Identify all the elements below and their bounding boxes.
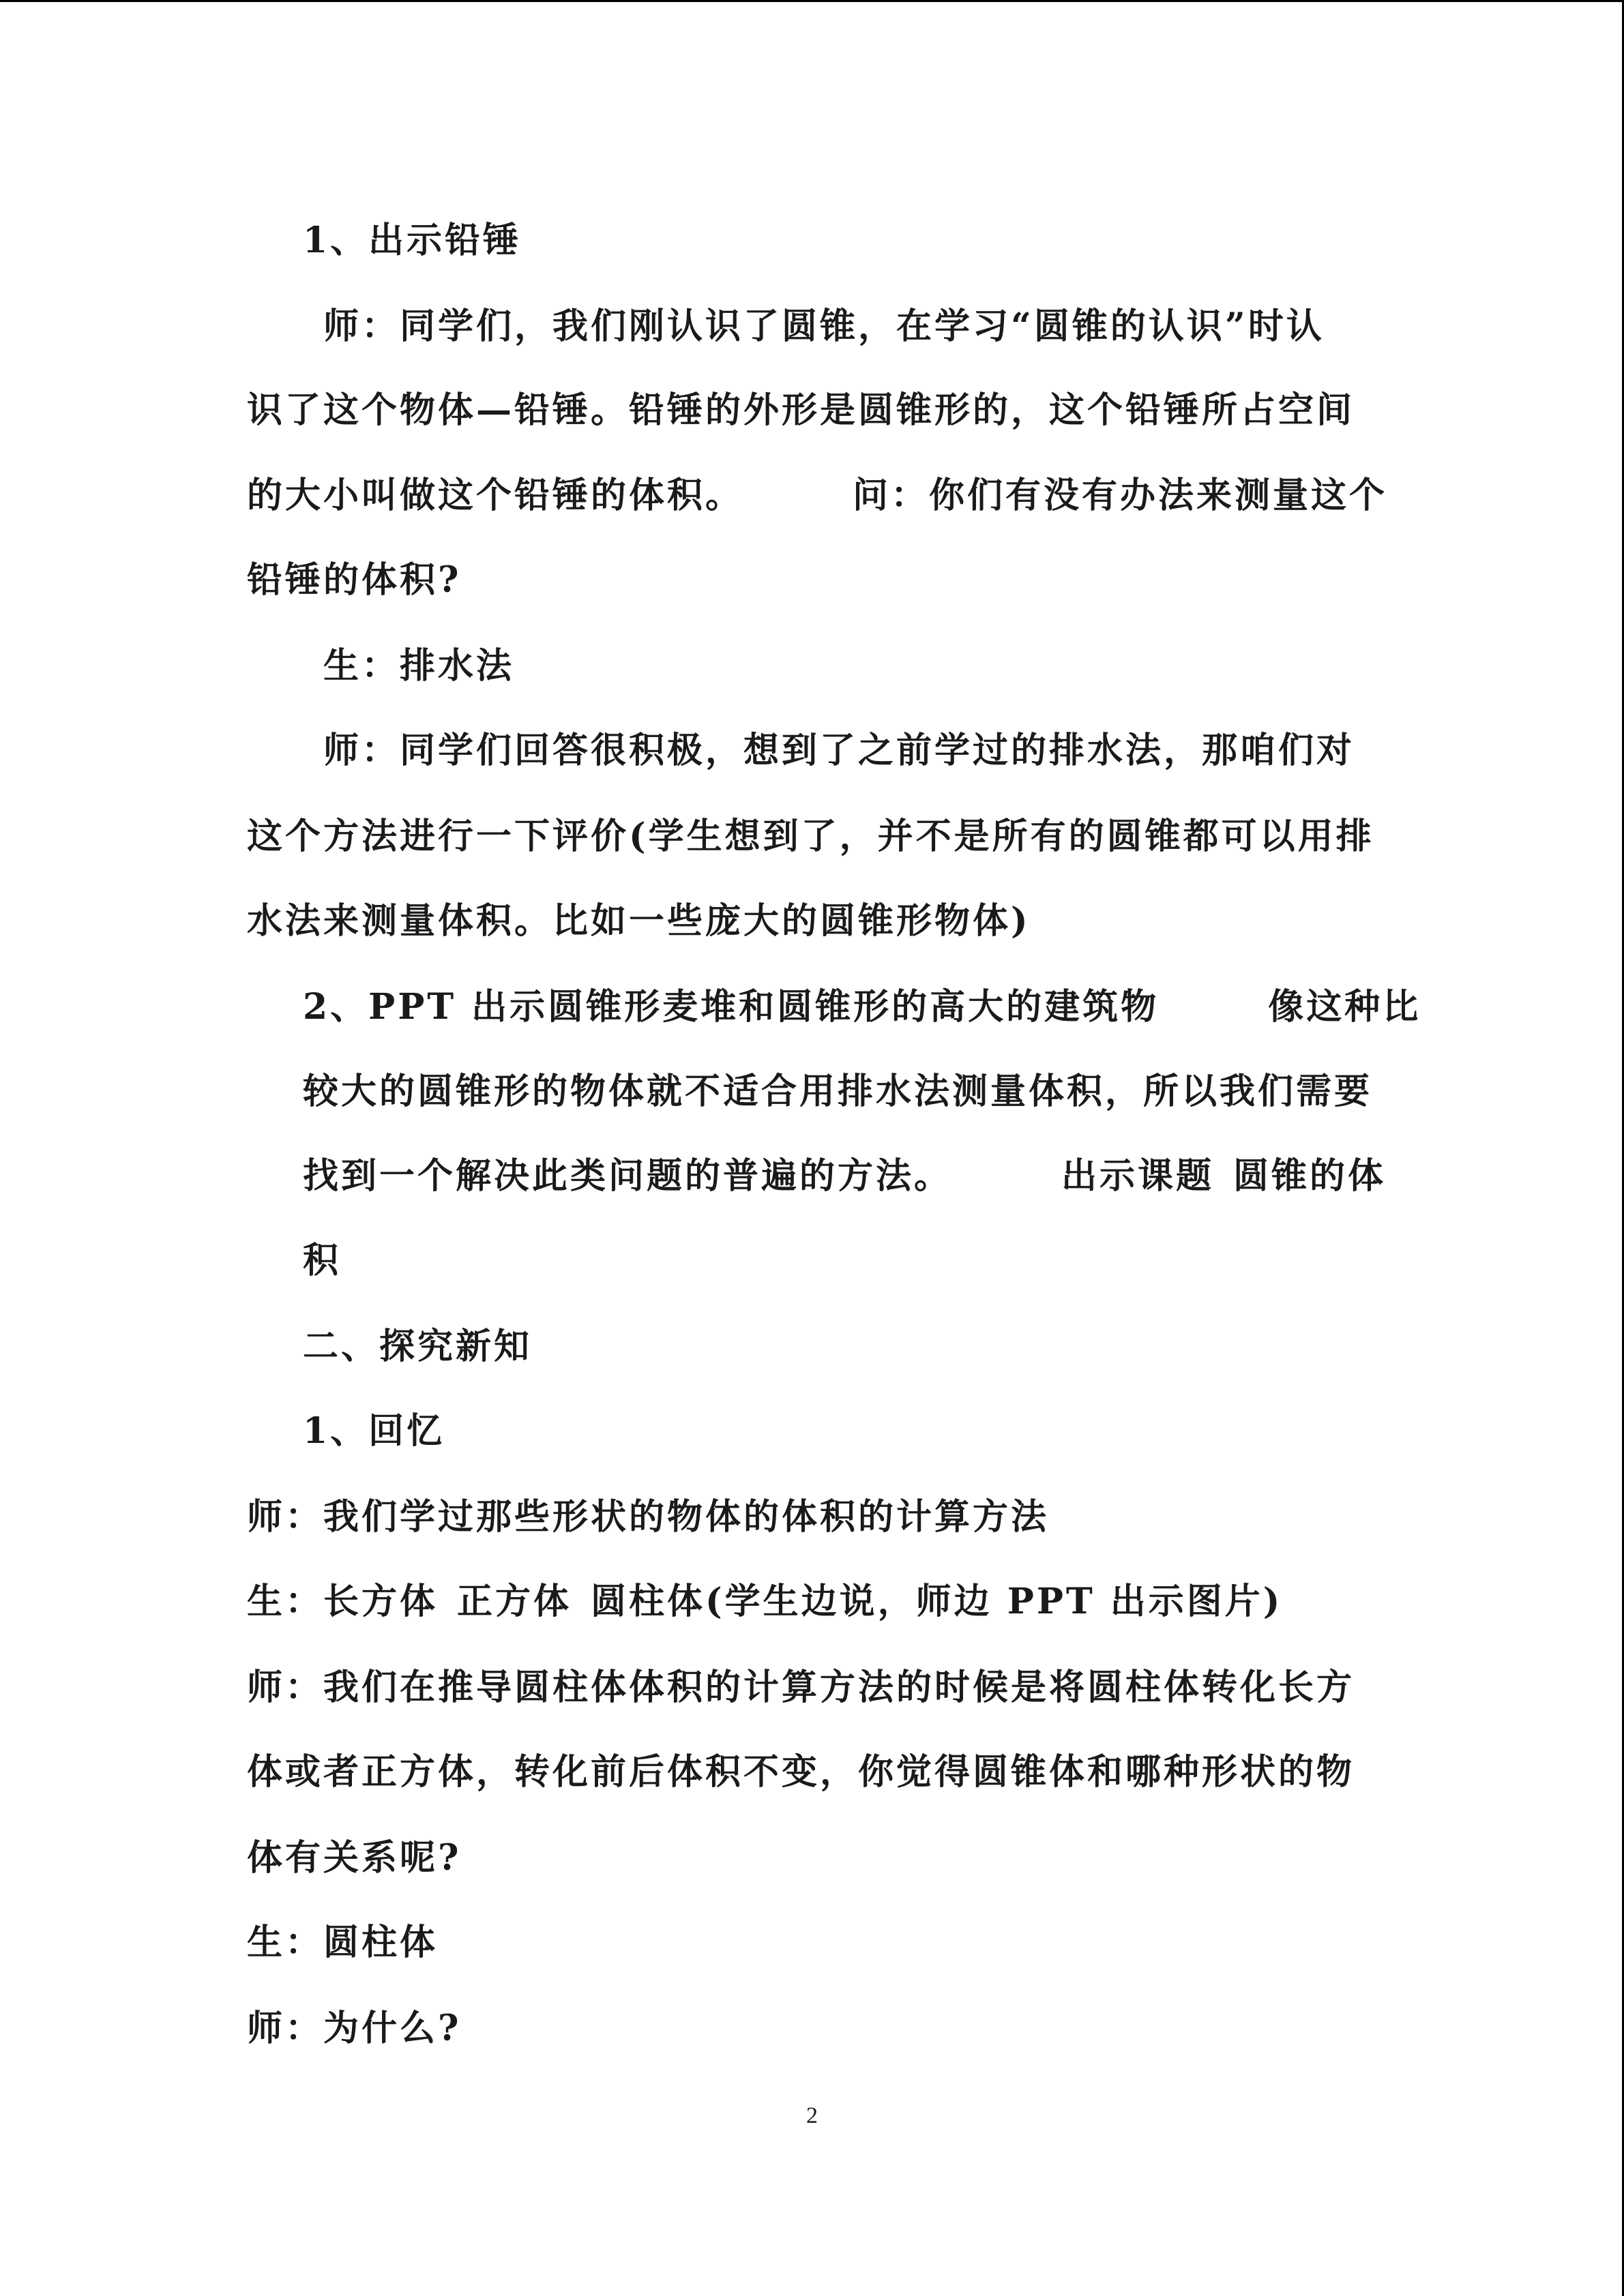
paragraph-line <box>247 1663 1355 1712</box>
text-line: 师：同学们回答很积极，想到了之前学过的排水法，那咱们对 <box>323 730 1355 771</box>
text-line: 生：圆柱体 <box>247 1922 439 1963</box>
paragraph-line <box>247 1918 438 1967</box>
paragraph-line <box>323 726 1355 775</box>
paragraph-line <box>247 1577 1282 1626</box>
text-line: 找到一个解决此类问题的普遍的方法。 <box>303 1155 953 1197</box>
page-number: 2 <box>806 2103 818 2128</box>
text-line: 问：你们有没有办法来测量这个 <box>853 475 1388 516</box>
paragraph-line <box>247 2004 461 2053</box>
paragraph-line <box>303 983 1421 1032</box>
text-line: 这个方法进行一下评价(学生想到了，并不是所有的圆锥都可以用排 <box>247 816 1374 857</box>
text-line: 出示课题 <box>1061 1155 1215 1197</box>
text-line: 生：排水法 <box>323 645 515 687</box>
text-line: 师：同学们，我们刚认识了圆锥，在学习“圆锥的认识”时认 <box>323 305 1325 347</box>
text-line: 水法来测量体积。比如一些庞大的圆锥形物体) <box>247 900 1031 942</box>
text-line: 正方体 <box>457 1581 572 1622</box>
paragraph-line <box>323 302 1325 351</box>
paragraph-line <box>323 642 514 691</box>
text-line: 像这种比 <box>1268 986 1421 1028</box>
text-line: 师：我们在推导圆柱体体积的计算方法的时候是将圆柱体转化长方 <box>247 1667 1355 1708</box>
text-line: 体有关系呢? <box>247 1837 462 1879</box>
text-line: 师：我们学过那些形状的物体的体积的计算方法 <box>247 1496 1050 1538</box>
paragraph-line <box>247 386 1355 435</box>
text-line: 1、出示铅锤 <box>303 220 522 261</box>
text-line: 圆柱体(学生边说，师边 PPT 出示图片) <box>591 1581 1283 1622</box>
paragraph-line <box>247 812 1374 861</box>
text-line: 圆锥的体 <box>1233 1155 1387 1197</box>
text-line: 1、回忆 <box>303 1410 445 1452</box>
text-line: 生：长方体 <box>247 1581 439 1622</box>
paragraph-line <box>247 1493 1049 1542</box>
section-heading-explore <box>303 1322 532 1371</box>
subheading-recall <box>303 1407 445 1456</box>
paragraph-line <box>247 1834 461 1883</box>
text-line: 2、PPT 出示圆锥形麦堆和圆锥形的高大的建筑物 <box>303 986 1160 1028</box>
paragraph-line <box>247 1748 1355 1797</box>
text-line: 铅锤的体积? <box>247 559 462 601</box>
paragraph-line <box>247 471 1387 520</box>
paragraph-line <box>303 1152 1386 1201</box>
heading-show-plumb-bob <box>303 216 521 265</box>
paragraph-line <box>303 1236 341 1285</box>
paragraph-line <box>303 1067 1372 1116</box>
text-line: 体或者正方体，转化前后体积不变，你觉得圆锥体和哪种形状的物 <box>247 1751 1355 1793</box>
text-line: 二、探究新知 <box>303 1326 533 1367</box>
text-line: 积 <box>303 1240 342 1281</box>
paragraph-line <box>247 556 461 605</box>
text-line: 识了这个物体—铅锤。铅锤的外形是圆锥形的，这个铅锤所占空间 <box>247 389 1355 431</box>
text-line: 师：为什么? <box>247 2008 462 2049</box>
text-line: 较大的圆锥形的物体就不适合用排水法测量体积，所以我们需要 <box>303 1071 1373 1112</box>
paragraph-line <box>247 897 1031 946</box>
text-line: 的大小叫做这个铅锤的体积。 <box>247 475 744 516</box>
